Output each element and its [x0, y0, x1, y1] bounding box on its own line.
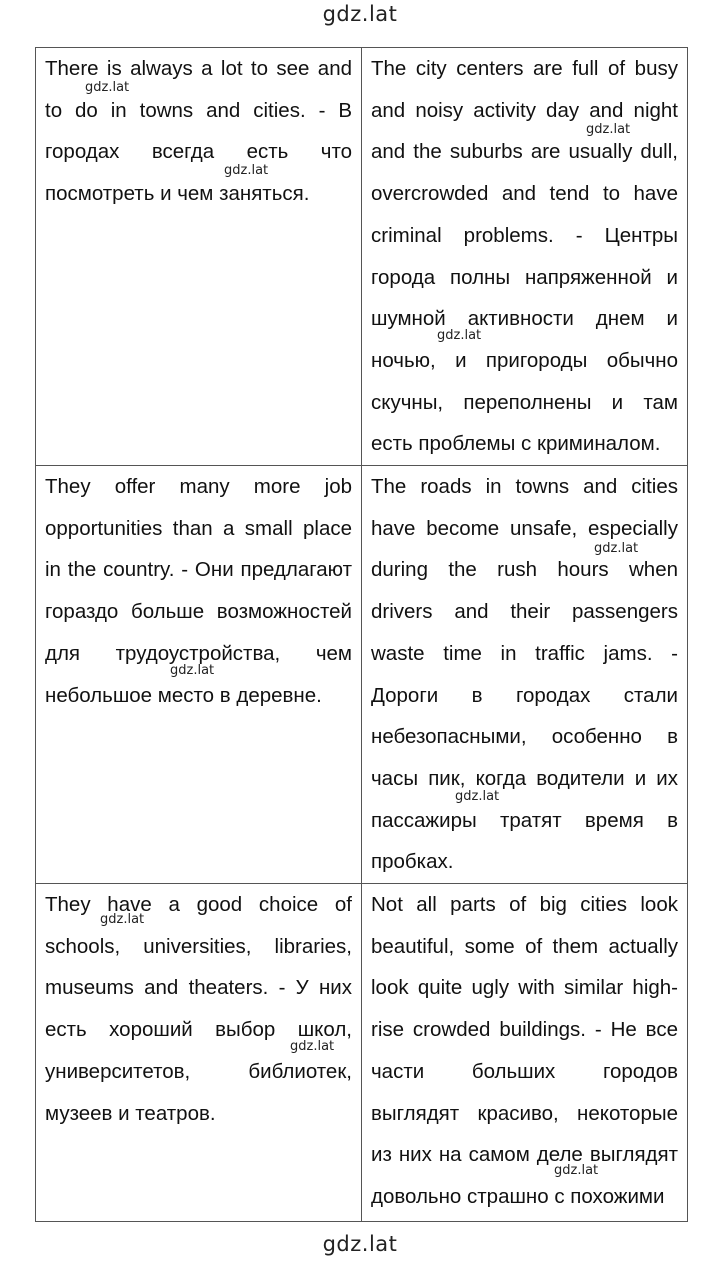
watermark-label: gdz.lat — [290, 1039, 335, 1054]
watermark-label: gdz.lat — [100, 912, 145, 927]
cell-english-russian-left: There is always a lot to see and to do in towns and cities. - В городах всегда есть что посмотреть и чем заняться. — [36, 48, 362, 466]
cell-english-russian-right: Not all parts of big cities look beautiful, some of them actually look quite ugly with similar high-rise crowded buildings. - Не все части больших городов выглядят красиво, некоторые из них на самом деле выглядят довольно страшно с похожими — [362, 884, 688, 1222]
watermark-label: gdz.lat — [85, 80, 130, 95]
watermark-label: gdz.lat — [224, 163, 269, 178]
cell-english-russian-left: They have a good choice of schools, universities, libraries, museums and theaters. - У них есть хороший выбор школ, университетов, библиотек, музеев и театров. — [36, 884, 362, 1222]
site-header-watermark: gdz.lat — [322, 2, 398, 26]
site-footer-watermark: gdz.lat — [322, 1232, 398, 1256]
table-row — [36, 466, 688, 884]
table-row — [36, 48, 688, 466]
watermark-label: gdz.lat — [455, 789, 500, 804]
cell-english-russian-right: The roads in towns and cities have become unsafe, especially during the rush hours when drivers and their passengers waste time in traffic jams. - Дороги в городах стали небезопасными, особенно в часы пик, когда водители и их пассажиры тратят время в пробках. — [362, 466, 688, 884]
watermark-label: gdz.lat — [554, 1163, 599, 1178]
watermark-label: gdz.lat — [586, 122, 631, 137]
translation-table — [35, 47, 688, 1222]
watermark-label: gdz.lat — [594, 541, 639, 556]
watermark-label: gdz.lat — [437, 328, 482, 343]
cell-english-russian-left: They offer many more job opportunities than a small place in the country. - Они предлагают гораздо больше возможностей для трудоустройства, чем небольшое место в деревне. — [36, 466, 362, 884]
cell-english-russian-right: The city centers are full of busy and noisy activity day and night and the suburbs are usually dull, overcrowded and tend to have criminal problems. - Центры города полны напряженной и шумной активности днем и ночью, и пригороды обычно скучны, переполнены и там есть проблемы с криминалом. — [362, 48, 688, 466]
watermark-label: gdz.lat — [170, 663, 215, 678]
